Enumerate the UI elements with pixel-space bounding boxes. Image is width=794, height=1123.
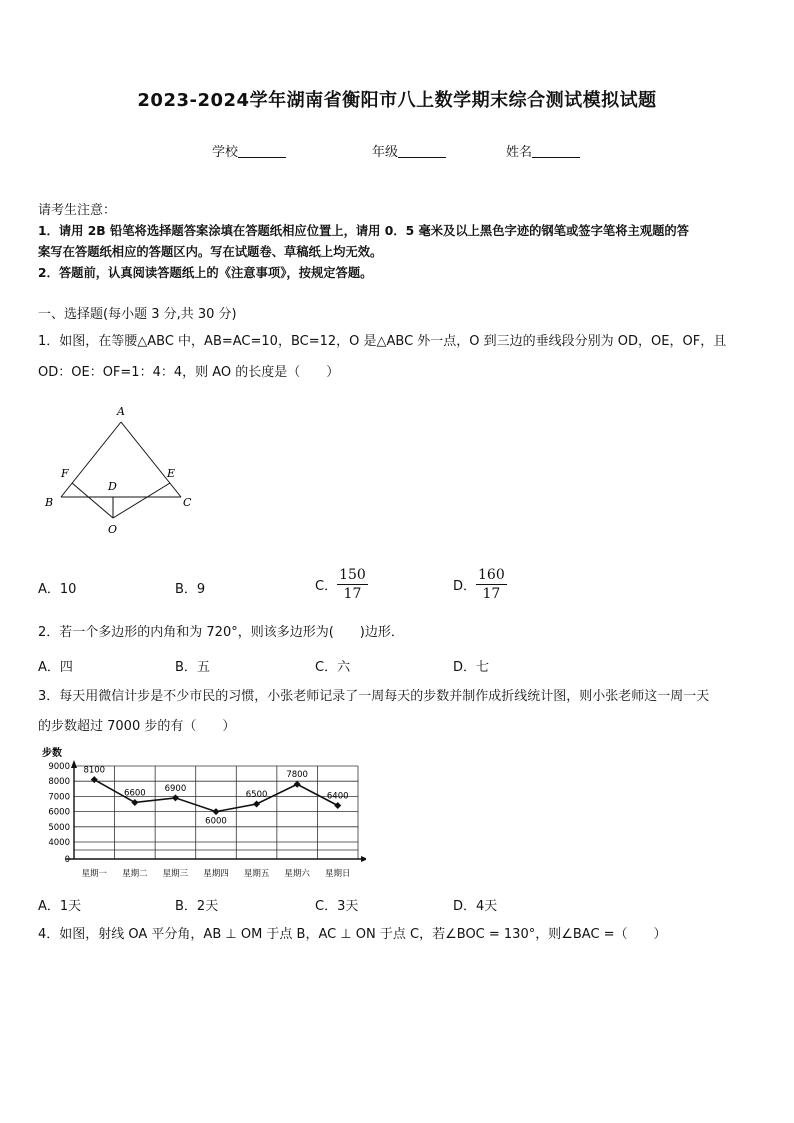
grade-blank — [398, 144, 446, 158]
fraction-denominator: 17 — [343, 586, 362, 602]
data-point-marker — [294, 781, 301, 788]
q3-step-line-chart — [36, 744, 366, 880]
q3-option-a: A．1天 — [38, 899, 82, 914]
label-f: F — [61, 467, 69, 480]
x-tick-label: 星期日 — [324, 869, 351, 879]
q2-option-d: D．七 — [453, 660, 490, 675]
y-tick-label: 9000 — [48, 762, 70, 772]
segment-eo — [113, 483, 170, 518]
x-tick-label: 星期一 — [81, 869, 108, 879]
data-label: 6400 — [326, 791, 349, 802]
segment-fo — [72, 483, 113, 518]
q3-option-b: B．2天 — [175, 899, 219, 914]
data-point-marker — [334, 802, 341, 809]
fraction-numerator: 150 — [339, 567, 366, 583]
data-point-marker — [91, 776, 98, 783]
q1-option-d-prefix: D． — [453, 579, 477, 594]
x-axis-arrow — [361, 856, 366, 862]
notice-item1-line1: 1．请用 2B 铅笔将选择题答案涂填在答题纸相应位置上，请用 0．5 毫米及以上黑色字迹的钢笔或签字笔将主观题的答 — [38, 224, 689, 238]
name-field — [506, 141, 580, 160]
y-tick-label: 0 — [64, 855, 70, 865]
q1-option-c-prefix: C． — [315, 579, 338, 594]
y-tick-label: 5000 — [48, 822, 70, 833]
label-o: O — [108, 523, 118, 536]
q2-option-c: C．六 — [315, 660, 351, 675]
data-label: 6000 — [205, 816, 227, 827]
data-point-marker — [253, 801, 260, 808]
data-point-marker — [131, 799, 138, 806]
school-field — [212, 141, 286, 160]
q1-triangle-figure — [40, 400, 200, 540]
label-c: C — [183, 496, 192, 509]
label-e: E — [167, 467, 176, 480]
chart-ylabel: 步数 — [42, 748, 62, 759]
x-tick-label: 星期六 — [284, 869, 310, 879]
x-tick-label: 星期三 — [162, 869, 189, 879]
q1-option-b: B．9 — [175, 582, 206, 597]
data-label: 6900 — [164, 783, 187, 794]
data-label: 8100 — [83, 765, 106, 776]
q2-option-a: A．四 — [38, 660, 73, 675]
q1-option-d-fraction — [476, 566, 507, 603]
data-label: 6500 — [245, 790, 268, 800]
label-d: D — [108, 480, 117, 493]
q3-line2: 的步数超过 7000 步的有（ ） — [38, 719, 236, 734]
section-heading: 一、选择题(每小题 3 分,共 30 分) — [38, 307, 237, 322]
data-label: 6600 — [124, 788, 146, 799]
q1-line2: OD：OE：OF=1：4：4，则 AO 的长度是（ ） — [38, 365, 340, 380]
x-tick-label: 星期二 — [122, 869, 148, 879]
q3-option-c: C．3天 — [315, 899, 359, 914]
school-label: 学校 — [212, 145, 239, 160]
q1-option-d — [453, 566, 507, 603]
q2-option-b: B．五 — [175, 660, 210, 675]
q3-line1: 3．每天用微信计步是不少市民的习惯，小张老师记录了一周每天的步数并制作成折线统计图，则小张老师这一周一天 — [38, 689, 710, 704]
notice-item1-line2: 案写在答题纸相应的答题区内。写在试题卷、草稿纸上均无效。 — [38, 245, 383, 259]
q2-text: 2．若一个多边形的内角和为 720°，则该多边形为( )边形． — [38, 625, 404, 640]
notice-item2: 2．答题前，认真阅读答题纸上的《注意事项》，按规定答题。 — [38, 266, 373, 280]
q1-option-c — [315, 566, 368, 603]
name-blank — [532, 144, 580, 158]
fraction-numerator: 160 — [478, 567, 505, 583]
grade-label: 年级 — [372, 145, 399, 160]
name-label: 姓名 — [506, 145, 533, 160]
data-point-marker — [172, 794, 179, 801]
data-label: 7800 — [286, 770, 308, 781]
x-tick-label: 星期五 — [243, 869, 270, 879]
label-a: A — [117, 405, 125, 418]
data-point-marker — [213, 808, 220, 815]
notice-heading: 请考生注意： — [38, 203, 117, 218]
page-title: 2023-2024学年湖南省衡阳市八上数学期末综合测试模拟试题 — [137, 90, 657, 111]
segment-ac — [121, 422, 181, 497]
x-tick-label: 星期四 — [203, 869, 229, 879]
y-axis-arrow — [71, 760, 77, 768]
y-tick-label: 4000 — [48, 838, 70, 848]
y-tick-label: 7000 — [48, 792, 70, 803]
q3-option-d: D．4天 — [453, 899, 498, 914]
q1-option-a: A．10 — [38, 582, 77, 597]
label-b: B — [45, 496, 54, 509]
q4-text: 4．如图，射线 OA 平分角，AB ⊥ OM 于点 B，AC ⊥ ON 于点 C，若∠BOC = 130°，则∠BAC =（ ） — [38, 927, 667, 942]
school-blank — [238, 144, 286, 158]
y-tick-label: 8000 — [48, 777, 70, 788]
grade-field — [372, 141, 446, 160]
y-tick-label: 6000 — [48, 807, 70, 818]
fraction-denominator: 17 — [482, 586, 501, 602]
q1-line1: 1．如图，在等腰△ABC 中，AB=AC=10，BC=12，O 是△ABC 外一点，O 到三边的垂线段分别为 OD，OE，OF，且 — [38, 334, 727, 349]
q1-option-c-fraction — [337, 566, 368, 603]
